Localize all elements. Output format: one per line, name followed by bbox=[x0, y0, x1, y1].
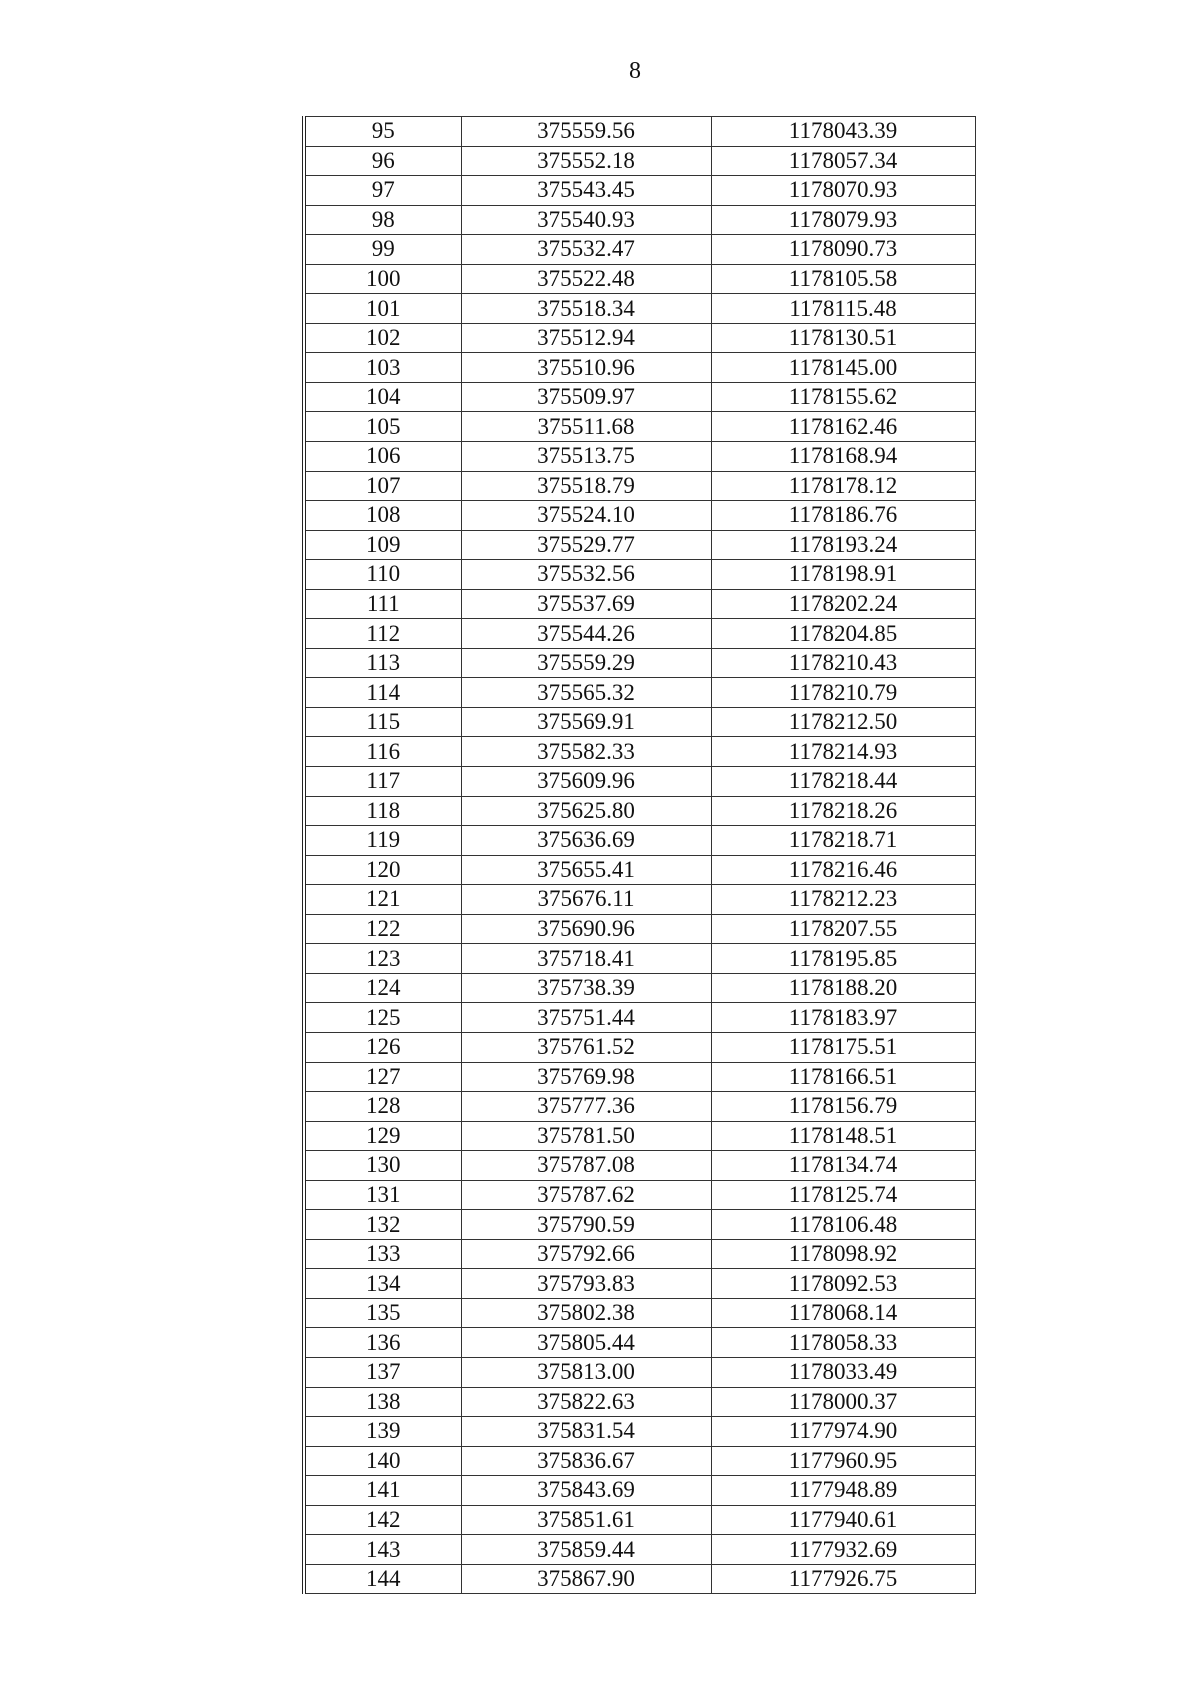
point-number-cell: 105 bbox=[304, 412, 461, 442]
point-number-cell: 122 bbox=[304, 914, 461, 944]
x-coordinate-cell: 375769.98 bbox=[461, 1062, 711, 1092]
table-row bbox=[304, 1535, 975, 1565]
point-number-cell: 115 bbox=[304, 707, 461, 737]
y-coordinate-cell: 1178168.94 bbox=[711, 442, 975, 472]
table-row bbox=[304, 1062, 975, 1092]
x-coordinate-cell: 375513.75 bbox=[461, 442, 711, 472]
point-number-cell: 103 bbox=[304, 353, 461, 383]
table-row bbox=[304, 1239, 975, 1269]
point-number-cell: 116 bbox=[304, 737, 461, 767]
x-coordinate-cell: 375559.56 bbox=[461, 117, 711, 147]
y-coordinate-cell: 1178178.12 bbox=[711, 471, 975, 501]
table-row bbox=[304, 1151, 975, 1181]
x-coordinate-cell: 375518.34 bbox=[461, 294, 711, 324]
y-coordinate-cell: 1177940.61 bbox=[711, 1505, 975, 1535]
x-coordinate-cell: 375831.54 bbox=[461, 1417, 711, 1447]
table-row bbox=[304, 1210, 975, 1240]
point-number-cell: 121 bbox=[304, 885, 461, 915]
x-coordinate-cell: 375518.79 bbox=[461, 471, 711, 501]
point-number-cell: 126 bbox=[304, 1032, 461, 1062]
y-coordinate-cell: 1178098.92 bbox=[711, 1239, 975, 1269]
y-coordinate-cell: 1178156.79 bbox=[711, 1092, 975, 1122]
x-coordinate-cell: 375851.61 bbox=[461, 1505, 711, 1535]
coordinate-table-body bbox=[304, 117, 975, 1594]
x-coordinate-cell: 375532.56 bbox=[461, 560, 711, 590]
table-row bbox=[304, 1417, 975, 1447]
point-number-cell: 112 bbox=[304, 619, 461, 649]
x-coordinate-cell: 375676.11 bbox=[461, 885, 711, 915]
x-coordinate-cell: 375509.97 bbox=[461, 382, 711, 412]
table-row bbox=[304, 826, 975, 856]
x-coordinate-cell: 375552.18 bbox=[461, 146, 711, 176]
x-coordinate-cell: 375524.10 bbox=[461, 501, 711, 531]
y-coordinate-cell: 1178079.93 bbox=[711, 205, 975, 235]
point-number-cell: 108 bbox=[304, 501, 461, 531]
y-coordinate-cell: 1178155.62 bbox=[711, 382, 975, 412]
y-coordinate-cell: 1178070.93 bbox=[711, 176, 975, 206]
x-coordinate-cell: 375805.44 bbox=[461, 1328, 711, 1358]
table-row bbox=[304, 855, 975, 885]
point-number-cell: 102 bbox=[304, 323, 461, 353]
table-row bbox=[304, 1505, 975, 1535]
x-coordinate-cell: 375836.67 bbox=[461, 1446, 711, 1476]
x-coordinate-cell: 375718.41 bbox=[461, 944, 711, 974]
x-coordinate-cell: 375609.96 bbox=[461, 767, 711, 797]
x-coordinate-cell: 375636.69 bbox=[461, 826, 711, 856]
point-number-cell: 131 bbox=[304, 1180, 461, 1210]
table-row bbox=[304, 1121, 975, 1151]
table-row bbox=[304, 353, 975, 383]
table-row bbox=[304, 146, 975, 176]
x-coordinate-cell: 375559.29 bbox=[461, 648, 711, 678]
y-coordinate-cell: 1177948.89 bbox=[711, 1476, 975, 1506]
y-coordinate-cell: 1178212.23 bbox=[711, 885, 975, 915]
point-number-cell: 117 bbox=[304, 767, 461, 797]
point-number-cell: 143 bbox=[304, 1535, 461, 1565]
point-number-cell: 132 bbox=[304, 1210, 461, 1240]
table-row bbox=[304, 1446, 975, 1476]
x-coordinate-cell: 375867.90 bbox=[461, 1564, 711, 1594]
y-coordinate-cell: 1178214.93 bbox=[711, 737, 975, 767]
y-coordinate-cell: 1178000.37 bbox=[711, 1387, 975, 1417]
y-coordinate-cell: 1178057.34 bbox=[711, 146, 975, 176]
x-coordinate-cell: 375690.96 bbox=[461, 914, 711, 944]
point-number-cell: 97 bbox=[304, 176, 461, 206]
point-number-cell: 113 bbox=[304, 648, 461, 678]
point-number-cell: 95 bbox=[304, 117, 461, 147]
table-row bbox=[304, 1032, 975, 1062]
y-coordinate-cell: 1178218.26 bbox=[711, 796, 975, 826]
y-coordinate-cell: 1178162.46 bbox=[711, 412, 975, 442]
x-coordinate-cell: 375822.63 bbox=[461, 1387, 711, 1417]
x-coordinate-cell: 375522.48 bbox=[461, 264, 711, 294]
y-coordinate-cell: 1177932.69 bbox=[711, 1535, 975, 1565]
x-coordinate-cell: 375761.52 bbox=[461, 1032, 711, 1062]
y-coordinate-cell: 1178115.48 bbox=[711, 294, 975, 324]
y-coordinate-cell: 1178212.50 bbox=[711, 707, 975, 737]
table-row bbox=[304, 1269, 975, 1299]
table-row bbox=[304, 1476, 975, 1506]
x-coordinate-cell: 375787.62 bbox=[461, 1180, 711, 1210]
y-coordinate-cell: 1178188.20 bbox=[711, 973, 975, 1003]
y-coordinate-cell: 1178204.85 bbox=[711, 619, 975, 649]
point-number-cell: 101 bbox=[304, 294, 461, 324]
point-number-cell: 144 bbox=[304, 1564, 461, 1594]
point-number-cell: 134 bbox=[304, 1269, 461, 1299]
x-coordinate-cell: 375512.94 bbox=[461, 323, 711, 353]
table-row bbox=[304, 1328, 975, 1358]
y-coordinate-cell: 1178125.74 bbox=[711, 1180, 975, 1210]
table-row bbox=[304, 1298, 975, 1328]
x-coordinate-cell: 375537.69 bbox=[461, 589, 711, 619]
point-number-cell: 140 bbox=[304, 1446, 461, 1476]
table-row bbox=[304, 176, 975, 206]
point-number-cell: 119 bbox=[304, 826, 461, 856]
x-coordinate-cell: 375790.59 bbox=[461, 1210, 711, 1240]
y-coordinate-cell: 1178058.33 bbox=[711, 1328, 975, 1358]
x-coordinate-cell: 375843.69 bbox=[461, 1476, 711, 1506]
y-coordinate-cell: 1178210.79 bbox=[711, 678, 975, 708]
table-row bbox=[304, 1564, 975, 1594]
point-number-cell: 106 bbox=[304, 442, 461, 472]
x-coordinate-cell: 375625.80 bbox=[461, 796, 711, 826]
x-coordinate-cell: 375582.33 bbox=[461, 737, 711, 767]
x-coordinate-cell: 375781.50 bbox=[461, 1121, 711, 1151]
point-number-cell: 135 bbox=[304, 1298, 461, 1328]
point-number-cell: 133 bbox=[304, 1239, 461, 1269]
y-coordinate-cell: 1177926.75 bbox=[711, 1564, 975, 1594]
table-row bbox=[304, 412, 975, 442]
point-number-cell: 114 bbox=[304, 678, 461, 708]
x-coordinate-cell: 375569.91 bbox=[461, 707, 711, 737]
y-coordinate-cell: 1178090.73 bbox=[711, 235, 975, 265]
point-number-cell: 142 bbox=[304, 1505, 461, 1535]
x-coordinate-cell: 375540.93 bbox=[461, 205, 711, 235]
x-coordinate-cell: 375655.41 bbox=[461, 855, 711, 885]
y-coordinate-cell: 1178218.71 bbox=[711, 826, 975, 856]
point-number-cell: 109 bbox=[304, 530, 461, 560]
y-coordinate-cell: 1178175.51 bbox=[711, 1032, 975, 1062]
y-coordinate-cell: 1178134.74 bbox=[711, 1151, 975, 1181]
x-coordinate-cell: 375511.68 bbox=[461, 412, 711, 442]
table-row bbox=[304, 678, 975, 708]
table-row bbox=[304, 796, 975, 826]
x-coordinate-cell: 375544.26 bbox=[461, 619, 711, 649]
point-number-cell: 96 bbox=[304, 146, 461, 176]
point-number-cell: 139 bbox=[304, 1417, 461, 1447]
table-row bbox=[304, 589, 975, 619]
table-row bbox=[304, 1387, 975, 1417]
table-row bbox=[304, 117, 975, 147]
table-row bbox=[304, 205, 975, 235]
point-number-cell: 130 bbox=[304, 1151, 461, 1181]
x-coordinate-cell: 375802.38 bbox=[461, 1298, 711, 1328]
x-coordinate-cell: 375510.96 bbox=[461, 353, 711, 383]
y-coordinate-cell: 1178183.97 bbox=[711, 1003, 975, 1033]
x-coordinate-cell: 375738.39 bbox=[461, 973, 711, 1003]
y-coordinate-cell: 1178198.91 bbox=[711, 560, 975, 590]
y-coordinate-cell: 1177974.90 bbox=[711, 1417, 975, 1447]
x-coordinate-cell: 375859.44 bbox=[461, 1535, 711, 1565]
table-row bbox=[304, 707, 975, 737]
table-row bbox=[304, 560, 975, 590]
point-number-cell: 128 bbox=[304, 1092, 461, 1122]
table-row bbox=[304, 737, 975, 767]
table-row bbox=[304, 914, 975, 944]
x-coordinate-cell: 375792.66 bbox=[461, 1239, 711, 1269]
y-coordinate-cell: 1178186.76 bbox=[711, 501, 975, 531]
point-number-cell: 123 bbox=[304, 944, 461, 974]
table-row bbox=[304, 1180, 975, 1210]
y-coordinate-cell: 1178207.55 bbox=[711, 914, 975, 944]
y-coordinate-cell: 1178210.43 bbox=[711, 648, 975, 678]
table-row bbox=[304, 501, 975, 531]
y-coordinate-cell: 1178033.49 bbox=[711, 1357, 975, 1387]
x-coordinate-cell: 375813.00 bbox=[461, 1357, 711, 1387]
y-coordinate-cell: 1178130.51 bbox=[711, 323, 975, 353]
y-coordinate-cell: 1177960.95 bbox=[711, 1446, 975, 1476]
table-row bbox=[304, 530, 975, 560]
table-row bbox=[304, 944, 975, 974]
table-row bbox=[304, 294, 975, 324]
point-number-cell: 98 bbox=[304, 205, 461, 235]
y-coordinate-cell: 1178106.48 bbox=[711, 1210, 975, 1240]
table-row bbox=[304, 382, 975, 412]
table-row bbox=[304, 1092, 975, 1122]
table-row bbox=[304, 264, 975, 294]
table-row bbox=[304, 885, 975, 915]
x-coordinate-cell: 375565.32 bbox=[461, 678, 711, 708]
point-number-cell: 124 bbox=[304, 973, 461, 1003]
table-row bbox=[304, 1003, 975, 1033]
y-coordinate-cell: 1178068.14 bbox=[711, 1298, 975, 1328]
y-coordinate-cell: 1178166.51 bbox=[711, 1062, 975, 1092]
x-coordinate-cell: 375787.08 bbox=[461, 1151, 711, 1181]
coordinate-table bbox=[302, 116, 976, 1594]
y-coordinate-cell: 1178043.39 bbox=[711, 117, 975, 147]
table-row bbox=[304, 235, 975, 265]
point-number-cell: 110 bbox=[304, 560, 461, 590]
x-coordinate-cell: 375532.47 bbox=[461, 235, 711, 265]
table-row bbox=[304, 619, 975, 649]
y-coordinate-cell: 1178216.46 bbox=[711, 855, 975, 885]
table-row bbox=[304, 767, 975, 797]
point-number-cell: 138 bbox=[304, 1387, 461, 1417]
point-number-cell: 129 bbox=[304, 1121, 461, 1151]
table-row bbox=[304, 648, 975, 678]
table-row bbox=[304, 471, 975, 501]
y-coordinate-cell: 1178148.51 bbox=[711, 1121, 975, 1151]
x-coordinate-cell: 375543.45 bbox=[461, 176, 711, 206]
point-number-cell: 136 bbox=[304, 1328, 461, 1358]
point-number-cell: 120 bbox=[304, 855, 461, 885]
point-number-cell: 127 bbox=[304, 1062, 461, 1092]
point-number-cell: 111 bbox=[304, 589, 461, 619]
point-number-cell: 104 bbox=[304, 382, 461, 412]
x-coordinate-cell: 375751.44 bbox=[461, 1003, 711, 1033]
table-row bbox=[304, 323, 975, 353]
y-coordinate-cell: 1178202.24 bbox=[711, 589, 975, 619]
page-number: 8 bbox=[629, 58, 641, 84]
point-number-cell: 100 bbox=[304, 264, 461, 294]
point-number-cell: 107 bbox=[304, 471, 461, 501]
point-number-cell: 125 bbox=[304, 1003, 461, 1033]
y-coordinate-cell: 1178092.53 bbox=[711, 1269, 975, 1299]
point-number-cell: 137 bbox=[304, 1357, 461, 1387]
y-coordinate-cell: 1178218.44 bbox=[711, 767, 975, 797]
y-coordinate-cell: 1178193.24 bbox=[711, 530, 975, 560]
table-row bbox=[304, 1357, 975, 1387]
x-coordinate-cell: 375793.83 bbox=[461, 1269, 711, 1299]
x-coordinate-cell: 375529.77 bbox=[461, 530, 711, 560]
y-coordinate-cell: 1178145.00 bbox=[711, 353, 975, 383]
x-coordinate-cell: 375777.36 bbox=[461, 1092, 711, 1122]
y-coordinate-cell: 1178105.58 bbox=[711, 264, 975, 294]
y-coordinate-cell: 1178195.85 bbox=[711, 944, 975, 974]
point-number-cell: 99 bbox=[304, 235, 461, 265]
point-number-cell: 141 bbox=[304, 1476, 461, 1506]
point-number-cell: 118 bbox=[304, 796, 461, 826]
table-row bbox=[304, 973, 975, 1003]
table-row bbox=[304, 442, 975, 472]
